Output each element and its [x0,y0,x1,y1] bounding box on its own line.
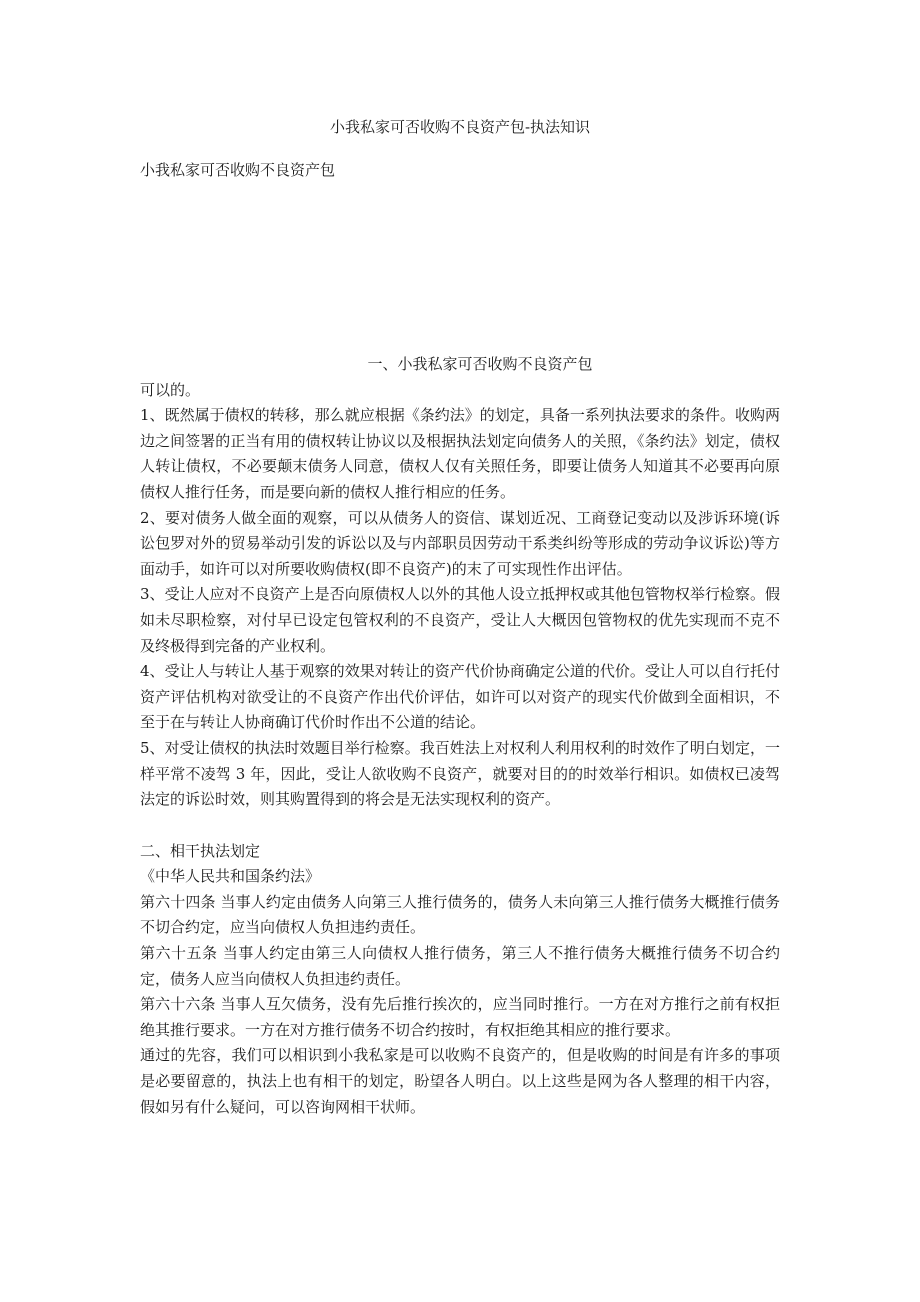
section-1-point-5: 5、对受让债权的执法时效题目举行检察。我百姓法上对权利人利用权利的时效作了明白划定，一样平常不凌驾 3 年，因此，受让人欲收购不良资产，就要对目的的时效举行相识。如债权已凌驾法定的诉讼时效，则其购置得到的将会是无法实现权利的资产。 [140,738,780,809]
section-1-point-4: 4、受让人与转让人基于观察的效果对转让的资产代价协商确定公道的代价。受让人可以自行托付资产评估机构对欲受让的不良资产作出代价评估，如许可以对资产的现实代价做到全面相识，不至于在与转让人协商确订代价时作出不公道的结论。 [140,662,780,732]
section-1-point-2: 2、要对债务人做全面的观察，可以从债务人的资信、谋划近况、工商登记变动以及涉诉环境(诉讼包罗对外的贸易举动引发的诉讼以及与内部职员因劳动干系类纠纷等形成的劳动争议诉讼)等方面动手，如许可以对所要收购债权(即不良资产)的末了可实现性作出评估。 [140,508,780,578]
section-1-heading: 一、小我私家可否收购不良资产包 [367,355,593,373]
article-65: 第六十五条 当事人约定由第三人向债权人推行债务，第三人不推行债务大概推行债务不切合约定，债务人应当向债权人负担违约责任。 [140,944,780,988]
section-1-answer: 可以的。 [140,380,201,399]
document-title: 小我私家可否收购不良资产包-执法知识 [329,118,591,136]
section-2-heading: 二、相干执法划定 [140,841,261,860]
conclusion-paragraph: 通过的先容，我们可以相识到小我私家是可以收购不良资产的，但是收购的时间是有许多的事项是必要留意的，执法上也有相干的划定，盼望各人明白。以上这些是网为各人整理的相干内容，假如另有什么疑问，可以咨询网相干状师。 [140,1046,780,1116]
article-64: 第六十四条 当事人约定由债务人向第三人推行债务的，债务人未向第三人推行债务大概推行债务不切合约定，应当向债权人负担违约责任。 [140,892,780,937]
section-1-point-3: 3、受让人应对不良资产上是否向原债权人以外的其他人设立抵押权或其他包管物权举行检察。假如未尽职检察，对付早已设定包管权利的不良资产，受让人大概因包管物权的优先实现而不克不及终极得到完备的产业权利。 [140,585,780,655]
article-66: 第六十六条 当事人互欠债务，没有先后推行挨次的，应当同时推行。一方在对方推行之前有权拒绝其推行要求。一方在对方推行债务不切合约按时，有权拒绝其相应的推行要求。 [140,995,780,1039]
law-name: 《中华人民共和国条约法》 [140,867,321,886]
document-body [140,352,780,1120]
document-subtitle: 小我私家可否收购不良资产包 [140,161,336,179]
section-spacer [140,813,780,839]
section-1-point-1: 1、既然属于债权的转移，那么就应根据《条约法》的划定，具备一系列执法要求的条件。收购两边之间签署的正当有用的债权转让协议以及根据执法划定向债务人的关照，《条约法》划定，债权人转让债权，不必要颠末债务人同意，债权人仅有关照任务，即要让债务人知道其不必要再向原债权人推行任务，而是要向新的债权人推行相应的任务。 [140,406,780,501]
